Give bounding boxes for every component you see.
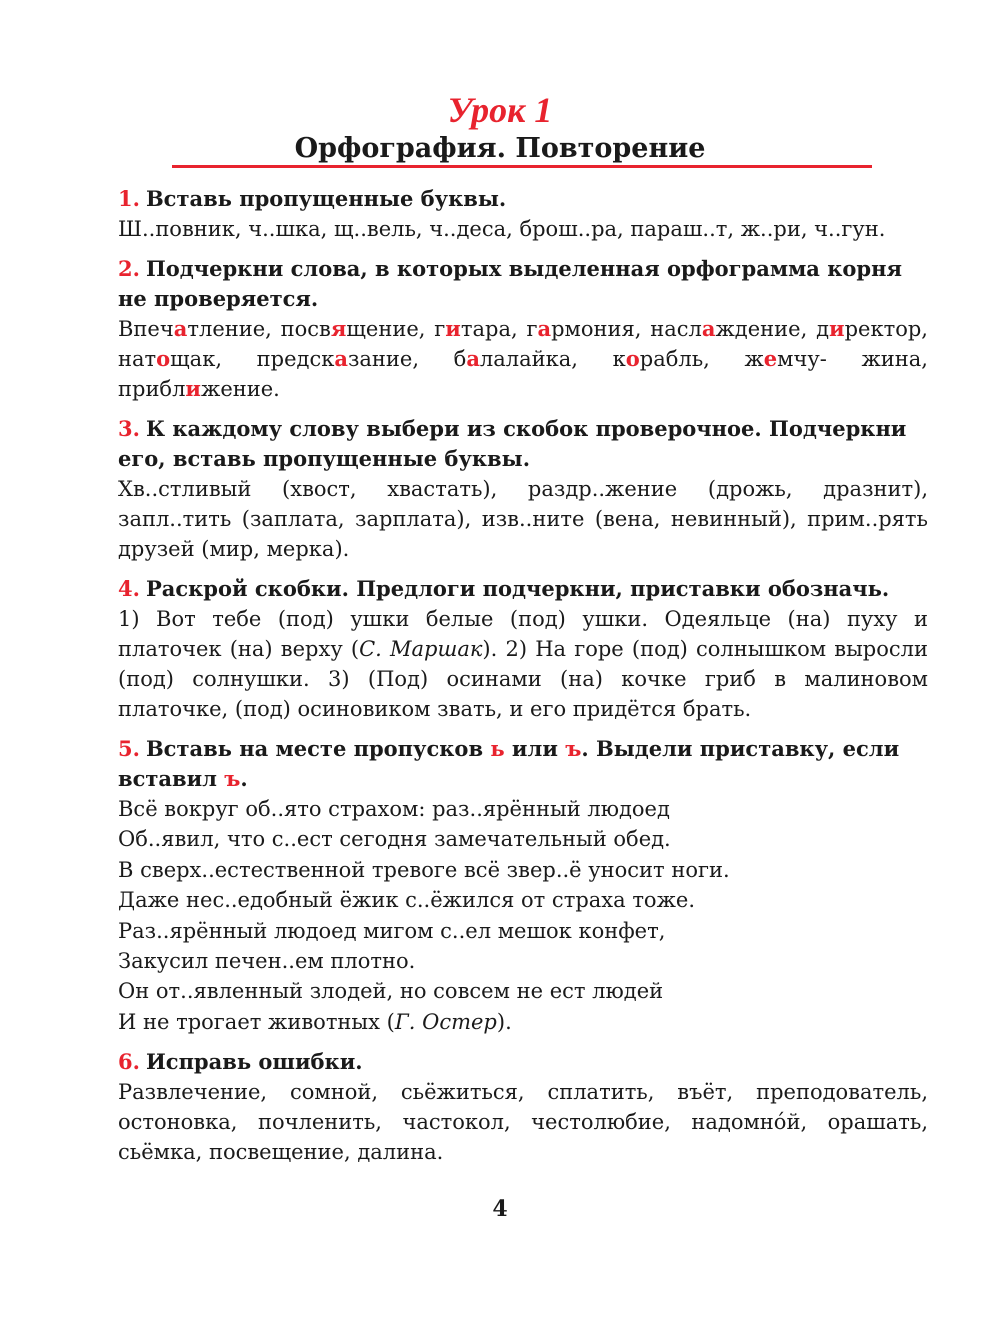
task-4-text [118, 604, 928, 724]
task-5-heading [118, 734, 928, 794]
word-part: г [526, 317, 538, 341]
poem-line: Он от..явленный злодей, но совсем не ест людей [118, 979, 664, 1004]
task-4-text-part-1: 1) Вот тебе (под) ушки белые (под) ушки. Одеяльце (на) пуху и платочек (на) верху ( [118, 607, 928, 661]
word-part: щение, [346, 317, 426, 341]
poem-line: Закусил печен..ем плотно. [118, 949, 416, 974]
word-part: ждение, [715, 317, 808, 341]
word-part: жение. [201, 377, 280, 401]
poem-line: Всё вокруг об..ято страхом: раз..ярённый людоед [118, 797, 670, 821]
task-2-instruction: Подчеркни слова, в которых выделенная орфограмма корня не проверяется. [118, 256, 902, 311]
task-2-word [454, 347, 578, 371]
soft-sign: ь [490, 736, 505, 761]
task-2-word [118, 377, 280, 401]
task-4-instruction: Раскрой скобки. Предлоги подчеркни, приставки обозначь. [145, 576, 890, 601]
task-5-number: 5. [118, 736, 140, 761]
exercise-list [118, 184, 928, 1177]
task-4-heading [118, 574, 928, 604]
highlighted-letter: и [445, 316, 461, 341]
word-part: зание, [347, 347, 420, 371]
poem-last-line-end: ). [496, 1009, 512, 1034]
highlighted-letter: а [334, 346, 348, 371]
task-2-word [281, 317, 426, 341]
task-2 [118, 254, 928, 404]
task-6-heading [118, 1047, 928, 1077]
task-2-word [526, 317, 641, 341]
task-3 [118, 414, 928, 564]
highlighted-letter: е [763, 346, 778, 371]
word-part: тление, [187, 317, 272, 341]
task-2-word-list [118, 314, 928, 404]
task-4 [118, 574, 928, 724]
task-2-heading [118, 254, 928, 314]
highlighted-letter: о [625, 346, 640, 371]
task-5-instruction-1: Вставь на месте пропусков [145, 736, 491, 761]
word-part: ж [744, 347, 764, 371]
word-part: предск [256, 347, 335, 371]
highlighted-letter: а [466, 346, 480, 371]
word-part: нат [118, 347, 157, 371]
task-2-word [118, 347, 222, 371]
task-5-poem [118, 794, 928, 1037]
word-part: жина, [861, 347, 928, 371]
highlighted-letter: я [330, 316, 347, 341]
task-2-word [257, 347, 419, 371]
task-2-word [861, 347, 928, 371]
task-1 [118, 184, 928, 244]
task-5-instruction-2: . Выдели приставку, если вставил [118, 736, 900, 791]
word-part: мчу- [777, 347, 827, 371]
task-4-author: С. Маршак [359, 637, 483, 661]
poem-line: Даже нес..едобный ёжик с..ёжился от страха тоже. [118, 888, 695, 913]
highlighted-letter: а [173, 316, 188, 341]
word-part: б [453, 347, 467, 371]
task-2-word [434, 317, 517, 341]
task-6-instruction: Исправь ошибки. [145, 1049, 363, 1075]
task-4-text-part-2: ). 2) На горе (под) солнышком выросли (под) солнушки. 3) (Под) осинами (на) кочке гриб в малиновом платочке, (под) осиновиком звать, и его придётся брать. [118, 637, 928, 721]
word-part: посв [280, 317, 331, 341]
word-part: д [816, 317, 830, 341]
poem-line: Раз..ярённый людоед мигом с..ел мешок конфет, [118, 918, 666, 943]
task-2-word [613, 347, 710, 371]
highlighted-letter: а [701, 316, 716, 341]
task-4-number: 4. [118, 576, 140, 601]
word-part: г [434, 317, 446, 341]
task-5 [118, 734, 928, 1037]
word-part: насл [650, 317, 702, 341]
task-1-number: 1. [118, 186, 140, 211]
word-part: лалайка, [479, 347, 578, 371]
task-3-instruction: К каждому слову выбери из скобок проверочное. Подчеркни его, вставь пропущенные буквы. [118, 416, 907, 471]
task-6 [118, 1047, 928, 1167]
highlighted-letter: а [537, 316, 552, 341]
task-1-text: Ш..повник, ч..шка, щ..вель, ч..деса, брош..ра, параш..т, ж..ри, ч..гун. [118, 217, 886, 241]
highlighted-letter: о [156, 346, 171, 371]
page-number: 4 [492, 1196, 508, 1222]
highlighted-letter: и [185, 376, 201, 401]
task-3-number: 3. [118, 416, 140, 441]
poem-line [118, 1007, 928, 1037]
task-5-instruction-or: или [504, 736, 566, 761]
task-2-word [744, 347, 826, 371]
task-5-author: Г. Остер [394, 1009, 497, 1034]
highlighted-letter: и [829, 316, 845, 341]
task-1-instruction: Вставь пропущенные буквы. [145, 186, 507, 211]
hard-sign-2: ъ [224, 766, 241, 791]
word-part: Впеч [118, 317, 174, 341]
task-1-heading [118, 184, 928, 214]
poem-line: Об..явил, что с..ест сегодня замечательный обед. [118, 827, 671, 852]
task-2-word [118, 317, 272, 341]
lesson-topic: Орфография. Повторение [294, 133, 706, 164]
poem-last-line-start: И не трогает животных ( [118, 1009, 395, 1034]
word-part: рабль, [639, 347, 710, 371]
task-3-text: Хв..стливый (хвост, хвастать), раздр..жение (дрожь, дразнит), запл..тить (заплата, зарплата), изв..ните (вена, невинный), прим..рять друзей (мир, мерка). [118, 477, 928, 561]
task-5-instruction-end: . [240, 766, 248, 791]
task-6-number: 6. [118, 1049, 140, 1075]
poem-line: В сверх..естественной тревоге всё звер..ё уносит ноги. [118, 857, 730, 882]
task-3-heading [118, 414, 928, 474]
hard-sign: ъ [565, 736, 582, 761]
task-2-word [816, 317, 928, 341]
word-part: щак, [170, 347, 222, 371]
lesson-header [0, 88, 1000, 166]
task-2-word [650, 317, 807, 341]
word-part: рмония, [551, 317, 642, 341]
header-divider [172, 165, 872, 168]
task-2-number: 2. [118, 256, 140, 281]
word-part: прибл [118, 377, 186, 401]
task-6-text: Развлечение, сомной, сьёжиться, сплатить, въёт, преподователь, остоновка, почленить, частокол, честолюбие, надомнóй, орашать, сьёмка, посвещение, далина. [118, 1080, 928, 1165]
word-part: тара, [460, 317, 518, 341]
word-part: к [612, 347, 626, 371]
lesson-title: Урок 1 [447, 90, 553, 130]
word-part: ректор, [844, 317, 928, 341]
